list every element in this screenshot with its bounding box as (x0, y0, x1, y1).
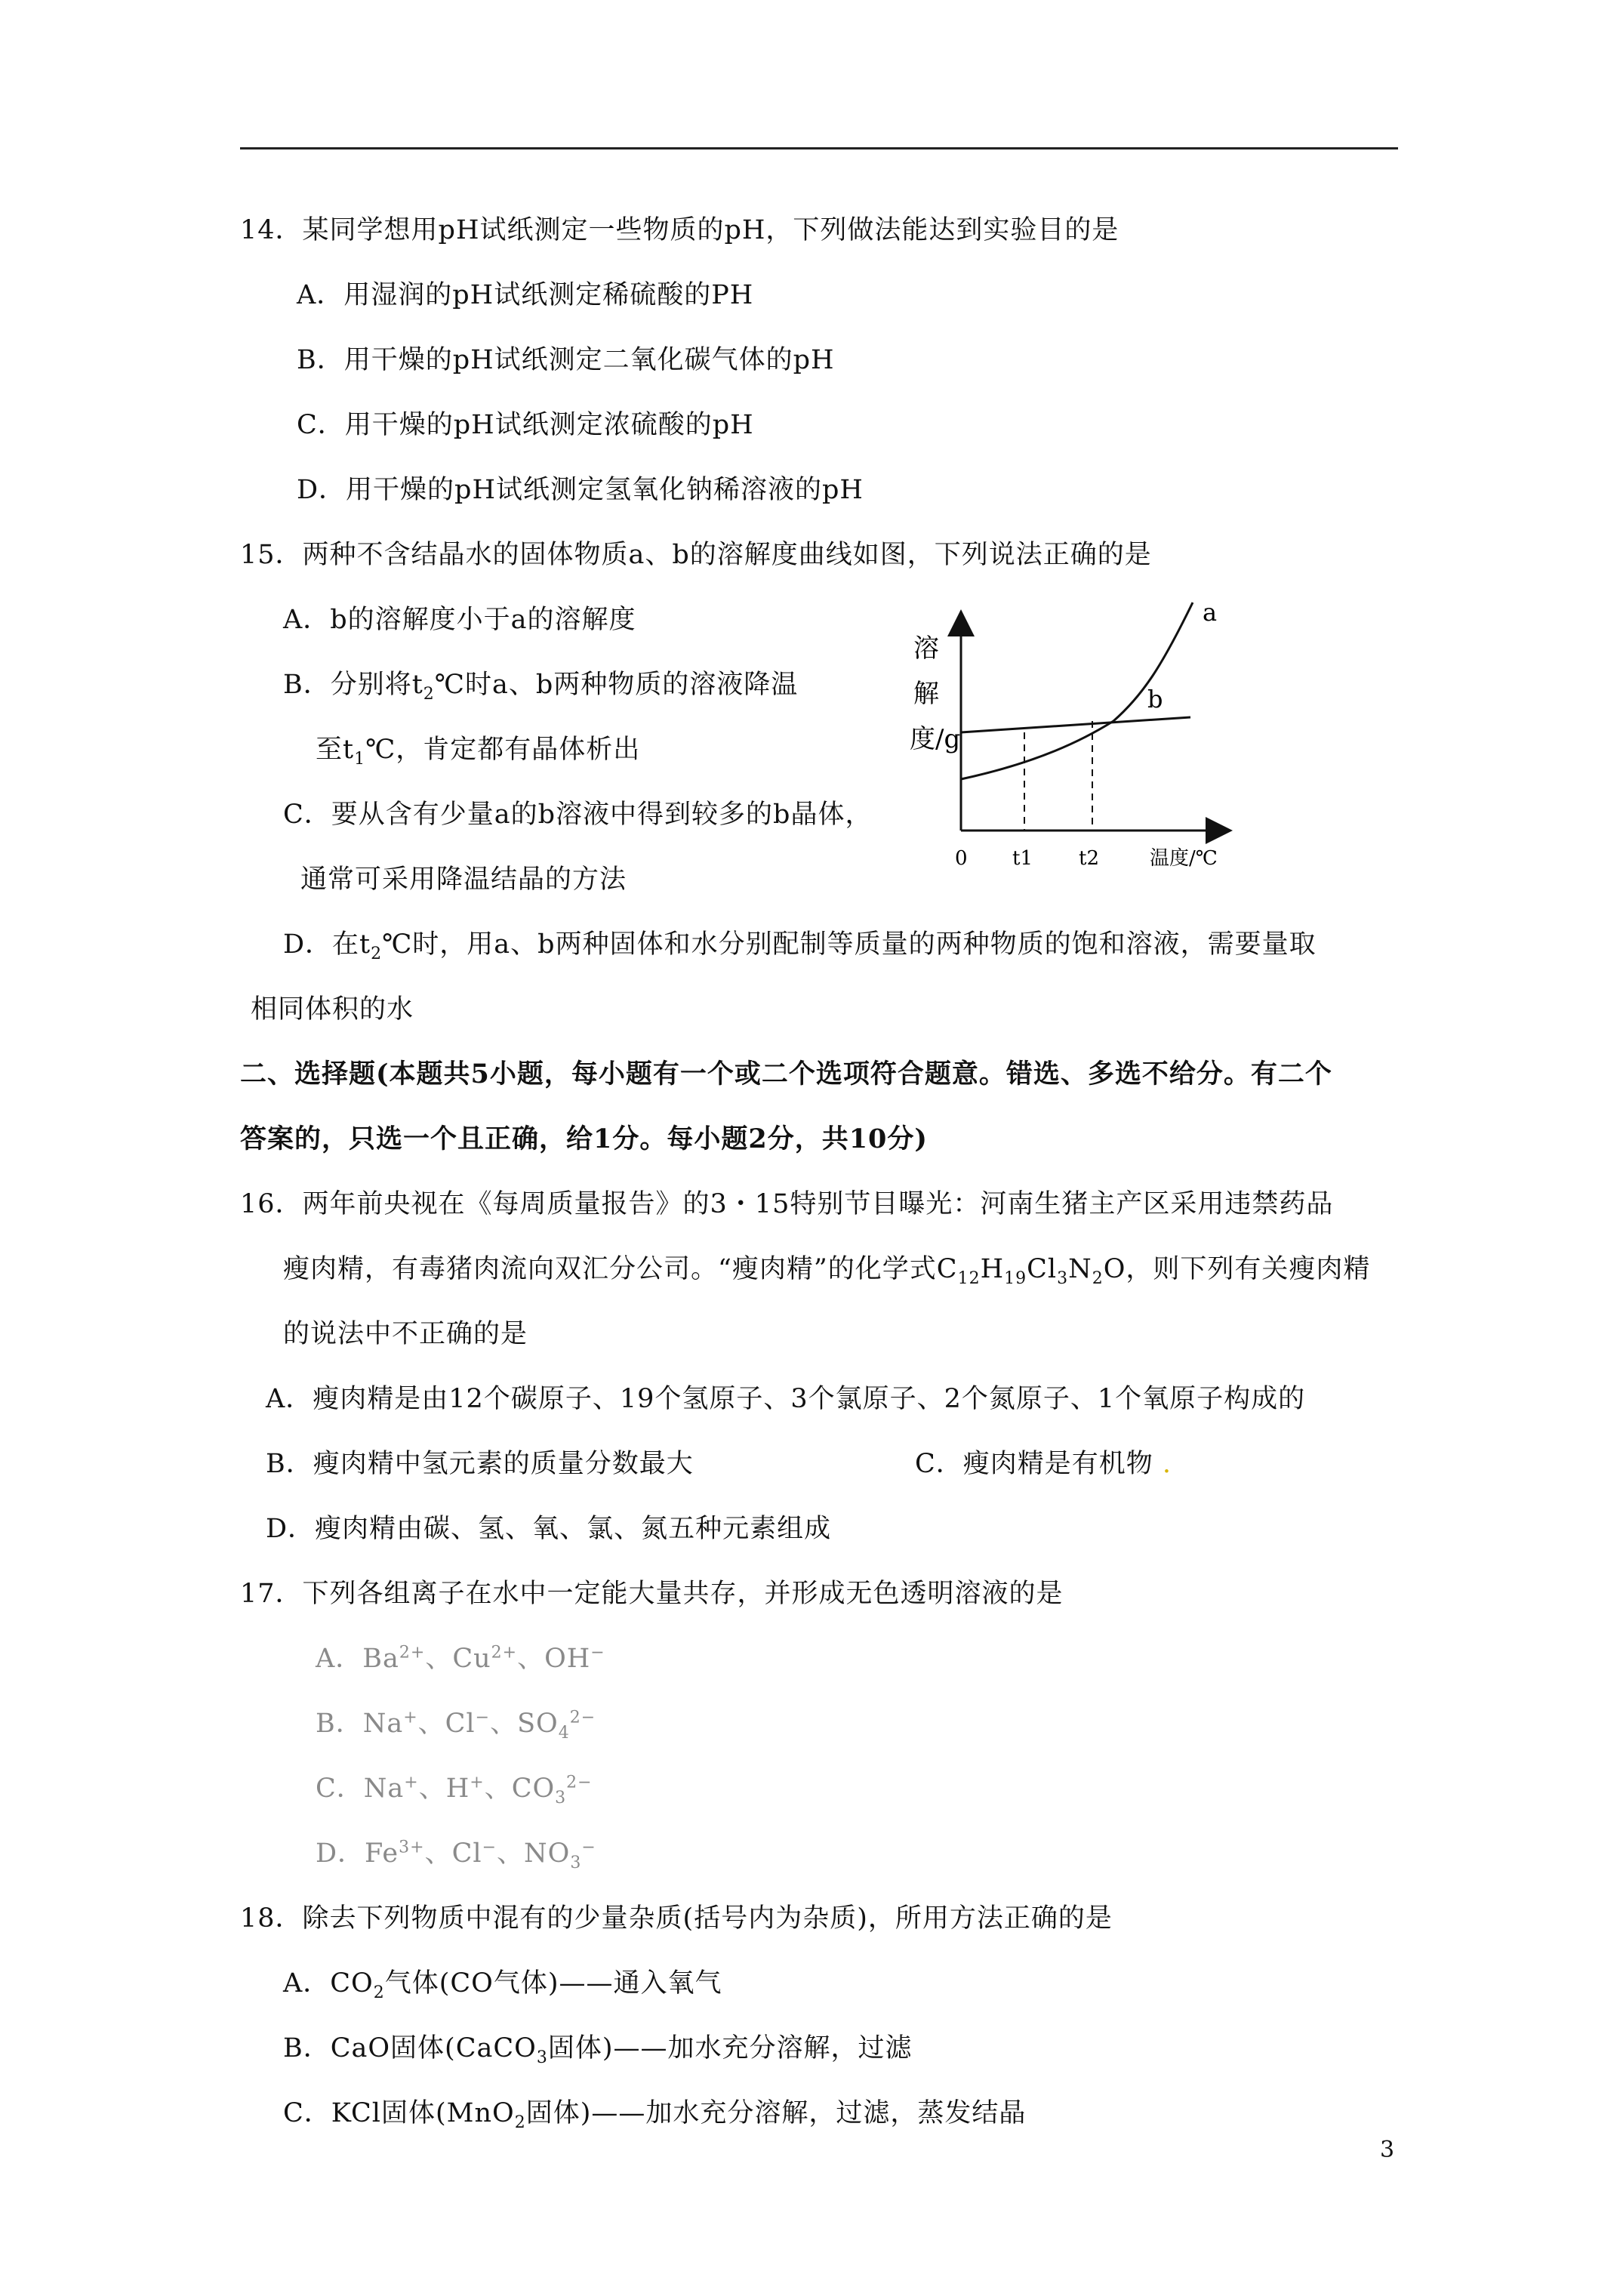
q18-option-b: B．CaO固体(CaCO$_3$固体)——加水充分溶解，过滤 (283, 2033, 913, 2067)
section2-line2: 答案的，只选一个且正确，给1分。每小题2分，共10分) (240, 1123, 928, 1154)
q15-option-c-line1: C．要从含有少量a的b溶液中得到较多的b晶体， (283, 800, 873, 830)
q15-option-d-line2: 相同体积的水 (251, 994, 414, 1025)
q16-line3: 的说法中不正确的是 (283, 1319, 528, 1349)
q17-option-b: B．Na+、Cl−、$SO_4^{2-}$ (316, 1708, 596, 1743)
q18-option-a: A．$CO_2$气体(CO气体)——通入氧气 (283, 1968, 722, 2002)
page-number: 3 (1380, 2137, 1395, 2163)
q18-stem: 18．除去下列物质中混有的少量杂质(括号内为杂质)，所用方法正确的是 (240, 1903, 1113, 1934)
x-axis-label: 温度/℃ (1150, 847, 1218, 870)
q16-option-c: C．瘦肉精是有机物 . (915, 1449, 1172, 1479)
q17-stem: 17．下列各组离子在水中一定能大量共存，并形成无色透明溶液的是 (240, 1579, 1064, 1609)
q14-option-b: B．用干燥的pH试纸测定二氧化碳气体的pH (297, 345, 835, 375)
q15-option-d-line1: D．在$t_2℃$时，用a、b两种固体和水分别配制等质量的两种物质的饱和溶液，需要量取 (283, 929, 1317, 963)
q16-line1: 16．两年前央视在《每周质量报告》的3・15特别节目曝光：河南生猪主产区采用违禁药品 (240, 1189, 1334, 1219)
section2-line1: 二、选择题(本题共5小题，每小题有一个或二个选项符合题意。错选、多选不给分。有二个 (240, 1059, 1332, 1089)
q15-option-b-line1: B．分别将$t_2℃$时a、b两种物质的溶液降温 (283, 670, 799, 704)
x-tick-0: 0 (955, 847, 968, 870)
q16-option-d: D．瘦肉精由碳、氢、氧、氯、氮五种元素组成 (266, 1514, 832, 1544)
q16-option-b: B．瘦肉精中氢元素的质量分数最大 (266, 1449, 694, 1479)
q14-option-c: C．用干燥的pH试纸测定浓硫酸的pH (297, 410, 754, 440)
series-b-label: b (1147, 685, 1163, 713)
q15-option-a: A．b的溶解度小于a的溶解度 (283, 605, 636, 635)
solubility-chart (895, 581, 1242, 876)
x-tick-t1: t1 (1012, 847, 1033, 870)
q15-stem: 15．两种不含结晶水的固体物质a、b的溶解度曲线如图，下列说法正确的是 (240, 540, 1152, 570)
y-label-1: 溶 (913, 633, 939, 664)
q14-option-a: A．用湿润的pH试纸测定稀硫酸的PH (297, 280, 754, 310)
q15-option-b-line2: 至$t_1℃$，肯定都有晶体析出 (316, 735, 641, 769)
y-label-2: 解 (913, 679, 939, 709)
header-rule (240, 147, 1398, 149)
q17-option-c: C．Na+、H+、$CO_3^{2-}$ (316, 1773, 593, 1808)
y-label-3: 度/g (910, 724, 961, 754)
q17-option-a: A．$Ba^{2+}$、$Cu^{2+}$、OH− (316, 1643, 605, 1674)
series-a-label: a (1203, 598, 1218, 627)
q16-line2: 瘦肉精，有毒猪肉流向双汇分公司。“瘦肉精”的化学式$C_{12}H_{19}Cl_3N_2O$，则下列有关瘦肉精 (283, 1254, 1371, 1288)
curve-b (961, 717, 1190, 732)
q16-option-a: A．瘦肉精是由12个碳原子、19个氢原子、3个氯原子、2个氮原子、1个氧原子构成的 (266, 1384, 1306, 1414)
q14-stem: 14．某同学想用pH试纸测定一些物质的pH，下列做法能达到实验目的是 (240, 215, 1119, 245)
x-tick-t2: t2 (1079, 847, 1099, 870)
q18-option-c: C．KCl固体(MnO$_2$固体)——加水充分溶解，过滤，蒸发结晶 (283, 2098, 1027, 2132)
q15-option-c-line2: 通常可采用降温结晶的方法 (300, 864, 627, 895)
q14-option-d: D．用干燥的pH试纸测定氢氧化钠稀溶液的pH (297, 475, 864, 505)
q17-option-d: D．$Fe^{3+}$、Cl−、$NO_3^-$ (316, 1838, 596, 1872)
